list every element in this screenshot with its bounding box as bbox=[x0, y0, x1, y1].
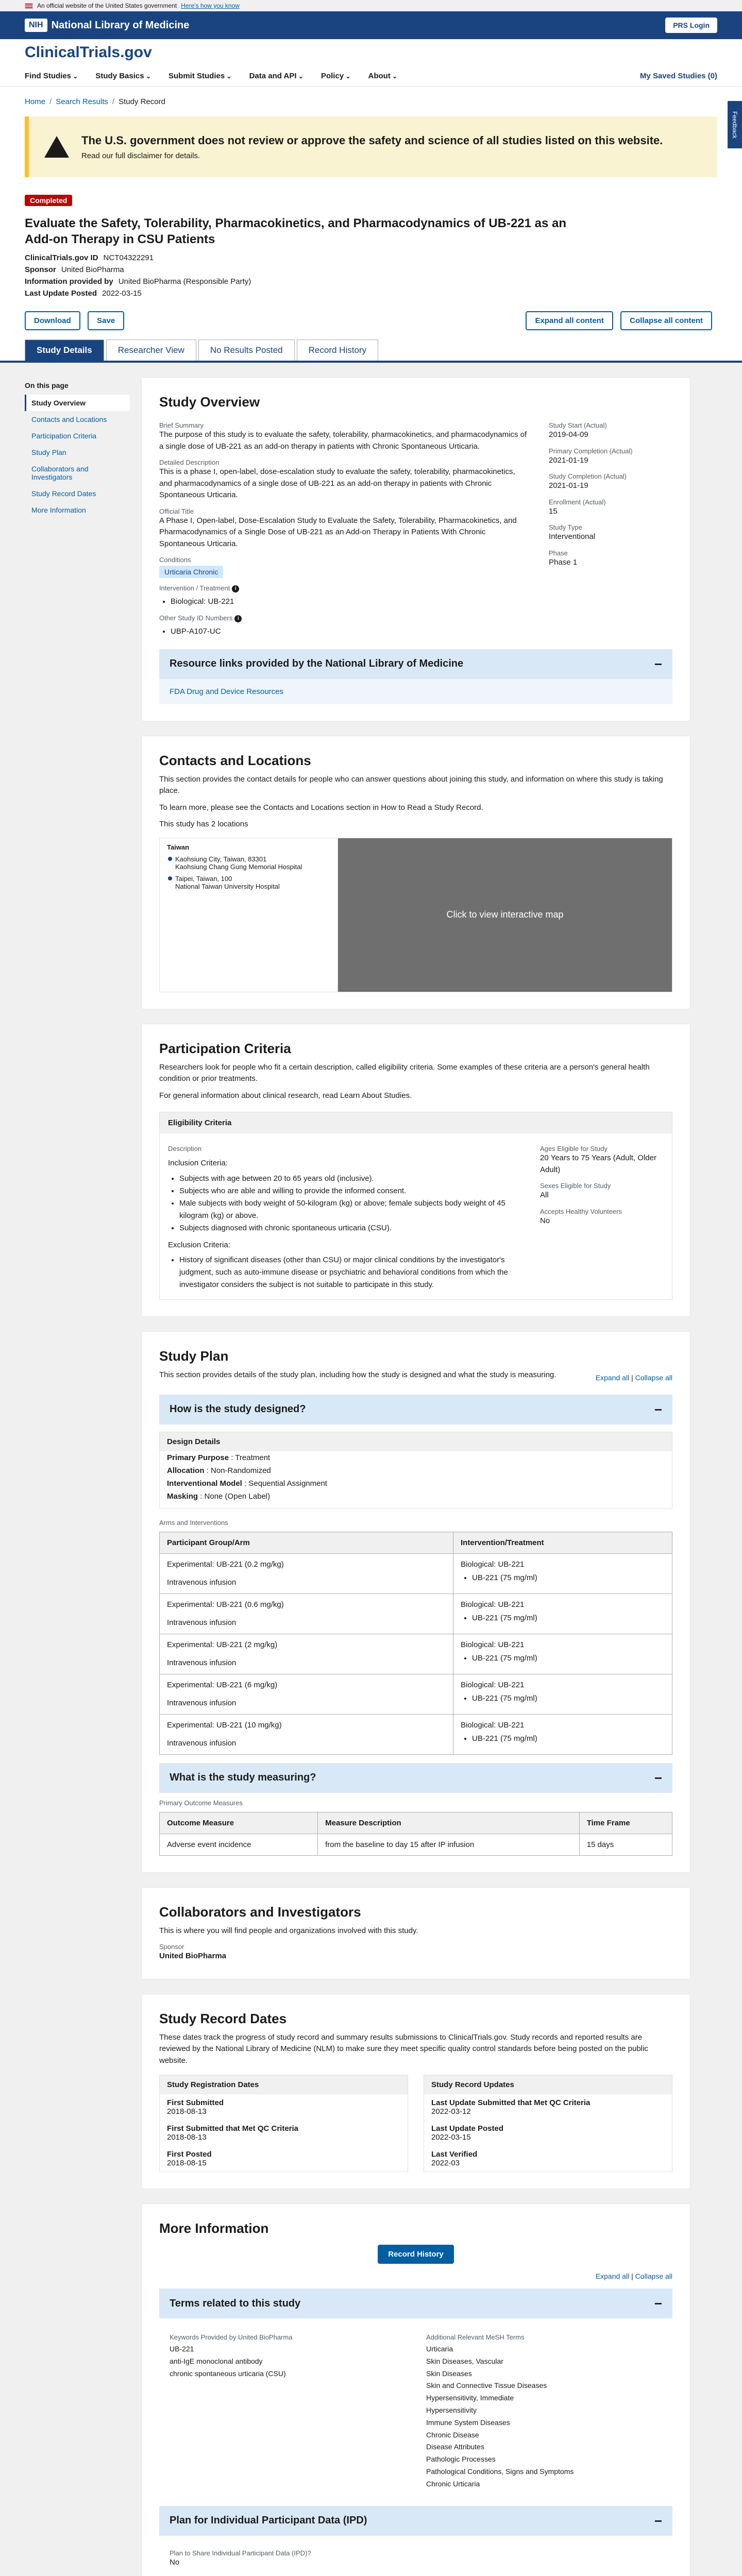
brief-summary: The purpose of this study is to evaluate the safety, tolerability, pharmacokinetics, and pharmacodynamics of a single dose of UB-221 as an add-on therapy in patients with Chronic Spontaneous Urticaria. bbox=[159, 430, 527, 451]
toc-item-plan[interactable]: Study Plan bbox=[31, 448, 66, 457]
arm-route: Intravenous infusion bbox=[167, 1738, 237, 1748]
official-title-label: Official Title bbox=[159, 507, 194, 515]
saved-studies-link[interactable]: My Saved Studies (0) bbox=[639, 72, 717, 80]
record-updates-title: Study Record Updates bbox=[424, 2075, 672, 2094]
column-header: Time Frame bbox=[579, 1812, 672, 1834]
list-item: • Biological: UB-221 bbox=[171, 596, 528, 608]
mesh-term: Chronic Disease bbox=[426, 2430, 479, 2439]
design-value: None (Open Label) bbox=[204, 1492, 271, 1501]
last-update-row bbox=[25, 289, 717, 298]
table-row bbox=[160, 1594, 672, 1634]
keywords-label: Keywords Provided by United BioPharma bbox=[170, 2333, 293, 2341]
table-row bbox=[160, 1634, 672, 1674]
other-ids-label-text: Other Study ID Numbers bbox=[159, 614, 233, 622]
section-title: Study Overview bbox=[159, 394, 260, 410]
ipd-title: Plan for Individual Participant Data (IPD) bbox=[170, 2515, 367, 2527]
toc-item-collaborators[interactable]: Collaborators and Investigators bbox=[31, 465, 89, 482]
ipd-header[interactable] bbox=[159, 2506, 672, 2536]
participation-section bbox=[141, 1024, 690, 1317]
date-value: 2022-03 bbox=[431, 2159, 460, 2167]
terms-header[interactable] bbox=[159, 2289, 672, 2318]
toc-item-overview[interactable]: Study Overview bbox=[25, 395, 130, 411]
record-dates-section bbox=[141, 1994, 690, 2190]
brand-row bbox=[0, 39, 742, 66]
collab-lead: This is where you will find people and organizations involved with this study. bbox=[159, 1926, 418, 1935]
record-history-button[interactable]: Record History bbox=[378, 2245, 454, 2264]
table-row bbox=[160, 1714, 672, 1754]
arm-detail: • UB-221 (75 mg/ml) bbox=[472, 1612, 665, 1624]
intervention-list bbox=[159, 596, 528, 608]
arm-route: Intravenous infusion bbox=[167, 1578, 237, 1587]
study-start-label: Study Start (Actual) bbox=[549, 421, 607, 430]
design-details bbox=[159, 1432, 672, 1509]
info-provider-row bbox=[25, 277, 717, 286]
location-site: National Taiwan University Hospital bbox=[175, 882, 280, 890]
volunteers-label: Accepts Healthy Volunteers bbox=[540, 1207, 622, 1215]
volunteers-value: No bbox=[540, 1216, 550, 1225]
keyword: anti-IgE monoclonal antibody bbox=[170, 2357, 263, 2365]
arm-name: Experimental: UB-221 (0.2 mg/kg) bbox=[167, 1560, 284, 1569]
toc-item-participation[interactable]: Participation Criteria bbox=[31, 432, 97, 440]
study-tabs bbox=[0, 340, 742, 363]
phase-value: Phase 1 bbox=[549, 557, 578, 567]
location-city: Kaohsiung City, Taiwan, 83301 bbox=[175, 855, 267, 863]
list-item: • History of significant diseases (other than CSU) or major clinical conditions by the investigator's judgment, such as auto-immune disease or psychiatric and behavioral conditions from which the investigator considers the subject is not suitable to participate in this study. bbox=[179, 1254, 519, 1291]
conditions-label: Conditions bbox=[159, 556, 191, 564]
breadcrumb bbox=[0, 87, 742, 116]
location-list bbox=[160, 838, 338, 992]
mesh-term: Immune System Diseases bbox=[426, 2418, 510, 2427]
arm-name: Experimental: UB-221 (6 mg/kg) bbox=[167, 1680, 278, 1689]
alert-title: The U.S. government does not review or approve the safety and science of all studies listed on this website. bbox=[81, 133, 663, 147]
collapse-all-button[interactable]: Collapse all content bbox=[620, 311, 712, 330]
table-of-contents bbox=[25, 377, 130, 2576]
alert-text: Read our full disclaimer for details. bbox=[81, 151, 200, 160]
date-label: Last Update Posted bbox=[431, 2124, 504, 2133]
condition-tag[interactable]: Urticaria Chronic bbox=[159, 566, 223, 578]
location-item[interactable] bbox=[175, 875, 330, 890]
overview-sidebar bbox=[549, 415, 672, 640]
status-badge: Completed bbox=[25, 195, 72, 206]
section-title: Study Record Dates bbox=[159, 2010, 287, 2026]
study-completion-value: 2021-01-19 bbox=[549, 481, 588, 490]
ipd-label: Plan to Share Individual Participant Data (IPD)? bbox=[170, 2549, 311, 2557]
detailed-description: This is a phase I, open-label, dose-escalation study to evaluate the safety, tolerability, pharmacokinetics, and pharmacodynamics of a single dose of UB-221 as an add-on therapy in patients with Chronic Spontaneous Urticaria. bbox=[159, 467, 515, 500]
mesh-term: Hypersensitivity bbox=[426, 2406, 477, 2415]
nav-submit-studies[interactable]: Submit Studies ⌄ bbox=[168, 72, 232, 80]
mesh-term: Skin Diseases bbox=[426, 2369, 472, 2378]
collapse-all-link[interactable]: Collapse all bbox=[635, 2272, 672, 2280]
arm-route: Intravenous infusion bbox=[167, 1658, 237, 1667]
download-button[interactable]: Download bbox=[25, 311, 80, 330]
list-item: • Male subjects with body weight of 50-kilogram (kg) or above; female subjects body weight of 45 kilogram (kg) or above. bbox=[179, 1197, 519, 1222]
design-label: Allocation bbox=[167, 1466, 205, 1475]
breadcrumb-home[interactable]: Home bbox=[25, 97, 46, 106]
outcome-table bbox=[159, 1812, 672, 1856]
ages-label: Ages Eligible for Study bbox=[540, 1145, 608, 1153]
nav-data-api[interactable]: Data and API ⌄ bbox=[249, 72, 303, 80]
design-value: Treatment bbox=[235, 1453, 271, 1462]
other-ids-label bbox=[159, 614, 528, 622]
outcome-description: from the baseline to day 15 after IP infusion bbox=[318, 1834, 580, 1855]
locations-panel bbox=[159, 838, 672, 992]
arm-detail: • UB-221 (75 mg/ml) bbox=[472, 1733, 665, 1745]
study-header bbox=[0, 177, 742, 298]
disclaimer-alert bbox=[25, 116, 717, 177]
list-item: • Subjects diagnosed with chronic spontaneous urticaria (CSU). bbox=[179, 1222, 519, 1234]
study-completion-label: Study Completion (Actual) bbox=[549, 472, 627, 481]
measuring-header[interactable] bbox=[159, 1763, 672, 1793]
tab-study-details[interactable]: Study Details bbox=[25, 340, 104, 361]
arm-name: Experimental: UB-221 (2 mg/kg) bbox=[167, 1640, 278, 1649]
date-item bbox=[424, 2146, 672, 2172]
contacts-lead: This section provides the contact details for people who can answer questions about joining this study, and information on where this study is taking place. bbox=[159, 774, 663, 795]
design-row: Allocation : Non-Randomized bbox=[167, 1466, 271, 1475]
plan-lead: This section provides details of the study plan, including how the study is designed and what the study is measuring. bbox=[159, 1370, 556, 1379]
other-ids-list bbox=[159, 625, 528, 638]
info-icon[interactable]: i bbox=[234, 615, 242, 622]
date-value: 2022-03-12 bbox=[431, 2107, 471, 2116]
date-value: 2018-08-13 bbox=[167, 2107, 207, 2116]
list-item: • UBP-A107-UC bbox=[171, 625, 528, 638]
registration-dates bbox=[159, 2075, 408, 2172]
collaborators-section bbox=[141, 1887, 690, 1979]
study-overview-section bbox=[141, 377, 690, 721]
us-flag-icon bbox=[25, 3, 33, 9]
date-item bbox=[160, 2094, 408, 2120]
gov-banner bbox=[0, 0, 742, 11]
design-value: Non-Randomized bbox=[211, 1466, 271, 1475]
collapse-icon[interactable]: − bbox=[654, 1770, 662, 1786]
eligibility-box bbox=[159, 1112, 672, 1300]
arm-route: Intravenous infusion bbox=[167, 1698, 237, 1707]
mesh-term: Pathologic Processes bbox=[426, 2455, 496, 2464]
sexes-value: All bbox=[540, 1191, 549, 1199]
arm-bio: Biological: UB-221 bbox=[460, 1640, 525, 1649]
toc-item-contacts[interactable]: Contacts and Locations bbox=[31, 415, 107, 424]
sponsor-value: United BioPharma bbox=[61, 265, 124, 275]
arms-table bbox=[159, 1532, 672, 1755]
tab-no-results[interactable]: No Results Posted bbox=[198, 340, 295, 361]
arm-detail: • UB-221 (75 mg/ml) bbox=[472, 1572, 665, 1584]
mesh-term: Chronic Urticaria bbox=[426, 2479, 480, 2488]
arm-detail: • UB-221 (75 mg/ml) bbox=[472, 1692, 665, 1705]
location-count: This study has 2 locations bbox=[159, 820, 248, 828]
design-row: Interventional Model : Sequential Assignment bbox=[167, 1479, 327, 1488]
intervention-label-text: Intervention / Treatment bbox=[159, 584, 230, 592]
collapse-icon[interactable]: − bbox=[654, 656, 662, 672]
design-header[interactable] bbox=[159, 1395, 672, 1425]
mesh-term: Skin Diseases, Vascular bbox=[426, 2357, 503, 2365]
keyword: chronic spontaneous urticaria (CSU) bbox=[170, 2369, 286, 2378]
column-header: Participant Group/Arm bbox=[160, 1532, 453, 1553]
date-value: 2018-08-15 bbox=[167, 2159, 207, 2167]
design-row: Masking : None (Open Label) bbox=[167, 1492, 271, 1501]
last-update-value: 2022-03-15 bbox=[102, 289, 142, 298]
date-value: 2022-03-15 bbox=[431, 2133, 471, 2142]
table-row bbox=[160, 1834, 672, 1855]
section-title: Collaborators and Investigators bbox=[159, 1904, 361, 1920]
record-updates bbox=[424, 2075, 672, 2172]
collapse-icon[interactable]: − bbox=[654, 2513, 662, 2529]
site-logo[interactable]: ClinicalTrials.gov bbox=[25, 44, 152, 61]
gov-banner-text: An official website of the United States government bbox=[37, 2, 177, 9]
enrollment-value: 15 bbox=[549, 506, 558, 516]
inclusion-list bbox=[168, 1173, 519, 1234]
phase-label: Phase bbox=[549, 549, 568, 557]
participation-general: For general information about clinical research, read Learn About Studies. bbox=[159, 1091, 412, 1100]
nih-badge: NIH bbox=[25, 19, 47, 32]
toc-heading: On this page bbox=[25, 381, 69, 390]
date-item bbox=[160, 2120, 408, 2146]
section-title: Study Plan bbox=[159, 1348, 229, 1364]
eligibility-sidebar bbox=[540, 1139, 664, 1294]
primary-completion-label: Primary Completion (Actual) bbox=[549, 447, 633, 455]
tab-researcher-view[interactable]: Researcher View bbox=[106, 340, 196, 361]
resource-links-body bbox=[159, 679, 672, 704]
participation-lead: Researchers look for people who fit a certain description, called eligibility criteria. Some examples of these criteria are a person's general health condition or prior treatments. bbox=[159, 1062, 650, 1083]
nav-policy[interactable]: Policy ⌄ bbox=[321, 72, 351, 80]
terms-title: Terms related to this study bbox=[170, 2297, 301, 2309]
list-item: • Subjects with age between 20 to 65 years old (inclusive). bbox=[179, 1173, 519, 1185]
arm-bio: Biological: UB-221 bbox=[460, 1560, 525, 1569]
mesh-term: Skin and Connective Tissue Diseases bbox=[426, 2381, 547, 2390]
nav-about[interactable]: About ⌄ bbox=[368, 72, 398, 80]
save-button[interactable]: Save bbox=[88, 311, 124, 330]
feedback-tab[interactable]: Feedback bbox=[728, 101, 742, 148]
last-update-label: Last Update Posted bbox=[25, 289, 97, 298]
gov-banner-link[interactable]: Here's how you know bbox=[181, 2, 240, 9]
ages-value: 20 Years to 75 Years (Adult, Older Adult) bbox=[540, 1154, 656, 1174]
tab-record-history[interactable]: Record History bbox=[297, 340, 378, 361]
collapse-all-link[interactable]: Collapse all bbox=[635, 1374, 672, 1382]
design-row: Primary Purpose : Treatment bbox=[167, 1453, 271, 1462]
description-label: Description bbox=[168, 1145, 202, 1153]
country-label: Taiwan bbox=[167, 843, 190, 851]
arm-bio: Biological: UB-221 bbox=[460, 1680, 525, 1689]
ipd-value: No bbox=[170, 2557, 180, 2567]
date-label: Last Update Submitted that Met QC Criteria bbox=[431, 2098, 591, 2107]
info-icon[interactable]: i bbox=[232, 585, 239, 592]
nlm-logo[interactable] bbox=[25, 19, 189, 32]
contacts-section bbox=[141, 736, 690, 1009]
date-item bbox=[160, 2146, 408, 2172]
nav-menu bbox=[25, 72, 397, 80]
design-value: Sequential Assignment bbox=[248, 1479, 327, 1488]
brief-summary-label: Brief Summary bbox=[159, 421, 204, 430]
location-city: Taipei, Taiwan, 100 bbox=[175, 874, 232, 883]
sexes-label: Sexes Eligible for Study bbox=[540, 1182, 611, 1190]
breadcrumb-search-results[interactable]: Search Results bbox=[56, 97, 108, 106]
main-nav bbox=[0, 66, 742, 87]
design-label: Interventional Model bbox=[167, 1479, 242, 1488]
detailed-description-label: Detailed Description bbox=[159, 459, 220, 467]
design-label: Masking bbox=[167, 1492, 198, 1501]
dates-lead: These dates track the progress of study record and summary results submissions to ClinicalTrials.gov. Study records and reported results are reviewed by the National Library of Medicine (NLM) to make sure they meet specific quality control standards before being posted on the public website. bbox=[159, 2032, 648, 2065]
design-title: How is the study designed? bbox=[170, 1403, 306, 1415]
enrollment-label: Enrollment (Actual) bbox=[549, 498, 606, 506]
sections bbox=[141, 377, 690, 2576]
arm-route: Intravenous infusion bbox=[167, 1618, 237, 1627]
main-content bbox=[0, 363, 742, 2576]
primary-completion-value: 2021-01-19 bbox=[549, 455, 588, 465]
nct-id-label: ClinicalTrials.gov ID bbox=[25, 253, 98, 263]
toc-item-more[interactable]: More Information bbox=[31, 506, 86, 515]
column-header: Intervention/Treatment bbox=[453, 1532, 672, 1553]
list-item: • Subjects who are able and willing to provide the informed consent. bbox=[179, 1185, 519, 1197]
collapse-icon[interactable]: − bbox=[654, 1401, 662, 1417]
mesh-term: Hypersensitivity, Immediate bbox=[426, 2394, 514, 2402]
study-start-value: 2019-04-09 bbox=[549, 430, 588, 439]
table-header-row bbox=[160, 1532, 672, 1553]
nlm-header bbox=[0, 11, 742, 39]
date-value: 2018-08-13 bbox=[167, 2133, 207, 2142]
nct-id-value: NCT04322291 bbox=[103, 253, 154, 263]
sponsor-row bbox=[25, 265, 717, 274]
exclusion-label: Exclusion Criteria: bbox=[168, 1240, 230, 1249]
table-row bbox=[160, 1674, 672, 1714]
outcome-time: 15 days bbox=[579, 1834, 672, 1855]
fda-resources-link[interactable]: FDA Drug and Device Resources bbox=[170, 687, 283, 696]
nav-study-basics[interactable]: Study Basics ⌄ bbox=[95, 72, 151, 80]
section-title: Participation Criteria bbox=[159, 1040, 291, 1056]
page-title: Evaluate the Safety, Tolerability, Pharmacokinetics, and Pharmacodynamics of UB-221 as an Add-on Therapy in CSU Patients bbox=[25, 216, 567, 247]
registration-dates-title: Study Registration Dates bbox=[160, 2075, 408, 2094]
table-row bbox=[160, 1553, 672, 1594]
eligibility-title: Eligibility Criteria bbox=[160, 1112, 672, 1133]
arm-bio: Biological: UB-221 bbox=[460, 1600, 525, 1609]
column-header: Measure Description bbox=[318, 1812, 580, 1834]
more-expand-links: Expand all | Collapse all bbox=[595, 2272, 672, 2280]
date-label: First Submitted that Met QC Criteria bbox=[167, 2124, 299, 2133]
nav-find-studies[interactable]: Find Studies ⌄ bbox=[25, 72, 78, 80]
intervention-label bbox=[159, 584, 528, 592]
info-provider-value: United BioPharma (Responsible Party) bbox=[118, 277, 251, 286]
expand-all-link[interactable]: Expand all bbox=[595, 1374, 630, 1382]
date-label: First Posted bbox=[167, 2150, 212, 2159]
breadcrumb-current: Study Record bbox=[119, 97, 165, 106]
arms-label: Arms and Interventions bbox=[159, 1518, 228, 1527]
collapse-icon[interactable]: − bbox=[654, 2296, 662, 2311]
resource-links-header[interactable] bbox=[159, 649, 672, 679]
section-title: More Information bbox=[159, 2221, 269, 2236]
official-title: A Phase I, Open-label, Dose-Escalation Study to Evaluate the Safety, Tolerability, Pharmacokinetics, and Pharmacodynamics of a Single Dose of UB-221 as an Add-on Therapy in Patients With Chronic Spontaneous Urticaria. bbox=[159, 516, 517, 548]
more-info-section bbox=[141, 2204, 690, 2576]
study-plan-section bbox=[141, 1331, 690, 1873]
study-type-label: Study Type bbox=[549, 523, 582, 532]
nct-id-row bbox=[25, 253, 717, 262]
plan-expand-links: Expand all | Collapse all bbox=[595, 1374, 672, 1382]
column-header: Outcome Measure bbox=[160, 1812, 318, 1834]
warning-icon bbox=[44, 136, 69, 158]
expand-all-link[interactable]: Expand all bbox=[595, 2272, 630, 2280]
keyword: UB-221 bbox=[170, 2345, 194, 2353]
location-site: Kaohsiung Chang Gung Memorial Hospital bbox=[175, 862, 302, 871]
prs-login-button[interactable]: PRS Login bbox=[665, 18, 717, 33]
measuring-title: What is the study measuring? bbox=[170, 1772, 316, 1783]
arm-name: Experimental: UB-221 (0.6 mg/kg) bbox=[167, 1600, 284, 1609]
table-header-row bbox=[160, 1812, 672, 1834]
section-title: Contacts and Locations bbox=[159, 752, 311, 768]
date-label: First Submitted bbox=[167, 2098, 224, 2107]
nlm-logo-text: National Library of Medicine bbox=[51, 19, 190, 31]
sponsor-label: Sponsor bbox=[25, 265, 56, 275]
contacts-learn: To learn more, please see the Contacts and Locations section in How to Read a Study Record. bbox=[159, 803, 483, 812]
expand-all-button[interactable]: Expand all content bbox=[526, 311, 613, 330]
toc-item-dates[interactable]: Study Record Dates bbox=[31, 489, 96, 498]
outcome-measure: Adverse event incidence bbox=[160, 1834, 318, 1855]
date-item bbox=[424, 2094, 672, 2120]
mesh-term: Pathological Conditions, Signs and Symptoms bbox=[426, 2467, 574, 2476]
arm-bio: Biological: UB-221 bbox=[460, 1720, 525, 1730]
collab-sponsor-label: Sponsor bbox=[159, 1943, 184, 1951]
arm-name: Experimental: UB-221 (10 mg/kg) bbox=[167, 1720, 282, 1730]
action-bar bbox=[0, 301, 742, 340]
breadcrumb-separator: / bbox=[49, 97, 52, 106]
collab-sponsor: United BioPharma bbox=[159, 1952, 227, 1960]
breadcrumb-separator: / bbox=[112, 97, 115, 106]
inclusion-label: Inclusion Criteria: bbox=[168, 1159, 228, 1167]
mesh-label: Additional Relevant MeSH Terms bbox=[426, 2333, 525, 2341]
mesh-term: Disease Attributes bbox=[426, 2443, 484, 2451]
info-provider-label: Information provided by bbox=[25, 277, 113, 286]
map-placeholder[interactable]: Click to view interactive map bbox=[338, 838, 672, 992]
ipd-body bbox=[159, 2536, 672, 2576]
exclusion-list bbox=[168, 1254, 519, 1291]
design-details-title: Design Details bbox=[160, 1432, 672, 1451]
location-item[interactable] bbox=[175, 855, 330, 871]
arm-detail: • UB-221 (75 mg/ml) bbox=[472, 1652, 665, 1665]
primary-outcome-label: Primary Outcome Measures bbox=[159, 1799, 243, 1807]
resource-links-title: Resource links provided by the National Library of Medicine bbox=[170, 658, 464, 669]
date-item bbox=[424, 2120, 672, 2146]
terms-body bbox=[159, 2318, 672, 2498]
study-type-value: Interventional bbox=[549, 532, 596, 541]
mesh-term: Urticaria bbox=[426, 2345, 453, 2353]
design-label: Primary Purpose bbox=[167, 1453, 229, 1462]
date-label: Last Verified bbox=[431, 2150, 478, 2159]
